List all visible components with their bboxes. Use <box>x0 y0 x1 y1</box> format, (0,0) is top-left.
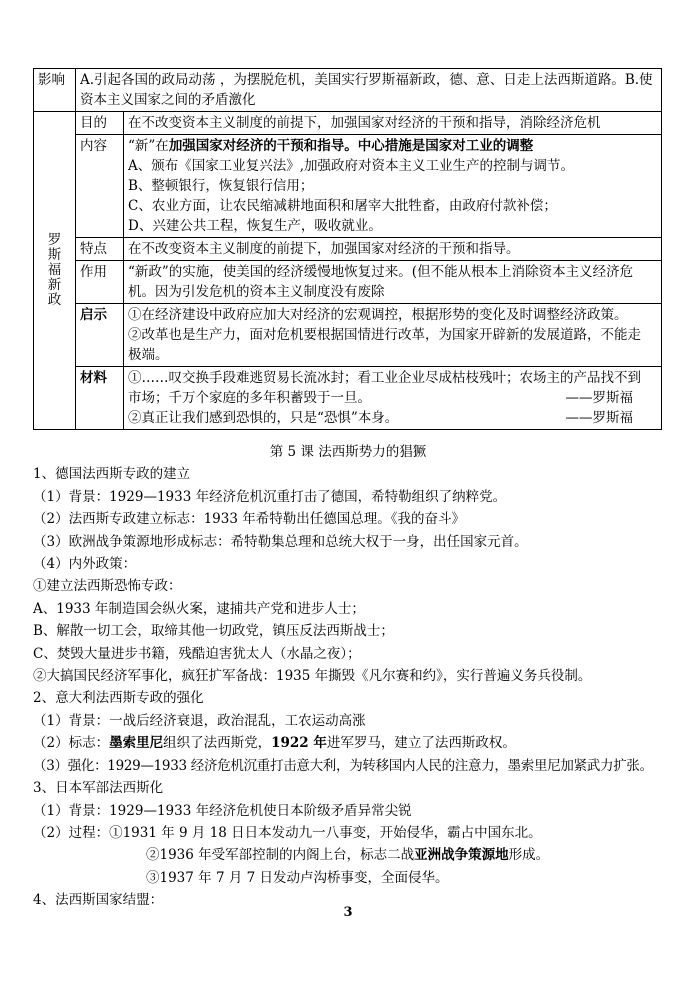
material-line-3: ②真正让我们感到恐惧的，只是“恐惧”本身。 ——罗斯福 <box>128 408 657 428</box>
s2-line-1: （1）背景：一战后经济衰退，政治混乱，工农运动高涨 <box>33 712 366 729</box>
content-item-c: C、农业方面，让农民缩减耕地面积和屠宰大批牲畜，由政府付款补偿； <box>128 198 557 214</box>
newdeal-table <box>33 68 662 430</box>
content-item-b: B、整顿银行，恢复银行信用； <box>128 178 314 194</box>
s1-line-3: （3）欧洲战争策源地形成标志：希特勒集总理和总统大权于一身，出任国家元首。 <box>33 533 528 550</box>
text-influence: A.引起各国的政局动荡 ，为摆脱危机，美国实行罗斯福新政，德、意、日走上法西斯道路。B.使资本主义国家之间的矛盾激化 <box>76 69 662 112</box>
s3-line-2: （2）过程：①1931 年 9 月 18 日日本发动九一八事变，开始侵华，霸占中国东北。 <box>33 824 542 841</box>
content-item-d: D、兴建公共工程，恢复生产，吸收就业。 <box>128 218 382 234</box>
row-content <box>34 135 662 238</box>
s1-line-9: ②大搞国民经济军事化，疯狂扩军备战：1935 年撕毁《凡尔赛和约》，实行普遍义务兵役制。 <box>33 668 592 685</box>
inspiration-line-3: 极端。 <box>128 347 169 363</box>
material-source-1: ——罗斯福 <box>565 390 633 406</box>
label-newdeal: 罗斯福新政 <box>34 112 76 430</box>
s3-line-4: ③1937 年 7 月 7 日发动卢沟桥事变，全面侵华。 <box>146 869 449 886</box>
s4-heading: 4、法西斯国家结盟： <box>33 892 164 909</box>
material-line-2: 市场；千万个家庭的多年积蓄毁于一旦。 ——罗斯福 <box>128 388 657 408</box>
s1-line-7: B、解散一切工会，取缔其他一切政党，镇压反法西斯战士； <box>33 623 394 640</box>
s1-heading: 1、德国法西斯专政的建立 <box>33 466 191 483</box>
text-material <box>124 367 662 430</box>
effect-line-1: “新政”的实施，使美国的经济缓慢地恢复过来。(但不能从根本上消除资本主义经济危 <box>128 264 634 280</box>
s2-heading: 2、意大利法西斯专政的强化 <box>33 690 204 707</box>
row-inspiration <box>34 304 662 367</box>
text-inspiration <box>124 304 662 367</box>
row-effect <box>34 261 662 304</box>
content-intro: “新”在加强国家对经济的干预和指导。中心措施是国家对工业的调整 <box>128 138 534 154</box>
page-number: 3 <box>343 905 353 920</box>
s1-line-4: （4）内外政策： <box>33 556 137 573</box>
label-influence: 影响 <box>34 69 76 112</box>
s1-line-6: A、1933 年制造国会纵火案，逮捕共产党和进步人士； <box>33 600 365 617</box>
text-content <box>124 135 662 238</box>
s1-line-2: （2）法西斯专政建立标志：1933 年希特勒出任德国总理。《我的奋斗》 <box>33 511 465 528</box>
lesson-body <box>33 441 663 912</box>
row-feature <box>34 238 662 261</box>
inspiration-line-1: ①在经济建设中政府应加大对经济的宏观调控，根据形势的变化及时调整经济政策。 <box>128 307 628 323</box>
content-item-a: A、颁布《国家工业复兴法》,加强政府对资本主义工业生产的控制与调节。 <box>128 158 575 174</box>
s3-heading: 3、日本军部法西斯化 <box>33 780 164 797</box>
label-feature: 特点 <box>76 238 124 261</box>
s1-line-8: C、焚毁大量进步书籍，残酷迫害犹太人（水晶之夜）； <box>33 645 361 662</box>
s2-line-2: （2）标志：墨索里尼组织了法西斯党，1922 年进军罗马，建立了法西斯政权。 <box>33 735 516 752</box>
label-inspiration: 启示 <box>76 304 124 367</box>
label-purpose: 目的 <box>76 112 124 135</box>
text-effect <box>124 261 662 304</box>
row-influence <box>34 69 662 112</box>
material-source-2: ——罗斯福 <box>565 410 633 426</box>
lesson-title: 第 5 课 法西斯势力的猖獗 <box>269 444 427 460</box>
material-line-1: ①……叹交换手段难逃贸易长流冰封；看工业企业尽成枯枝残叶；农场主的产品找不到 <box>128 370 641 386</box>
row-purpose <box>34 112 662 135</box>
inspiration-line-2: ②改革也是生产力，面对危机要根据国情进行改革，为国家开辟新的发展道路，不能走 <box>128 327 641 343</box>
s3-line-1: （1）背景：1929—1933 年经济危机使日本阶级矛盾异常尖锐 <box>33 802 412 819</box>
text-purpose: 在不改变资本主义制度的前提下，加强国家对经济的干预和指导，消除经济危机 <box>124 112 662 135</box>
text-feature: 在不改变资本主义制度的前提下，加强国家对经济的干预和指导。 <box>124 238 662 261</box>
s2-line-3: （3）强化：1929—1933 经济危机沉重打击意大利，为转移国内人民的注意力，墨索里尼加紧武力扩张。 <box>33 757 653 774</box>
label-effect: 作用 <box>76 261 124 304</box>
label-content: 内容 <box>76 135 124 238</box>
s3-line-3: ②1936 年受军部控制的内阁上台，标志二战亚洲战争策源地形成。 <box>146 847 550 864</box>
effect-line-2: 机。因为引发危机的资本主义制度没有废除 <box>128 284 385 300</box>
s1-line-5: ①建立法西斯恐怖专政： <box>33 578 182 595</box>
s1-line-1: （1）背景：1929—1933 年经济危机沉重打击了德国，希特勒组织了纳粹党。 <box>33 488 507 505</box>
row-material <box>34 367 662 430</box>
label-material: 材料 <box>76 367 124 430</box>
